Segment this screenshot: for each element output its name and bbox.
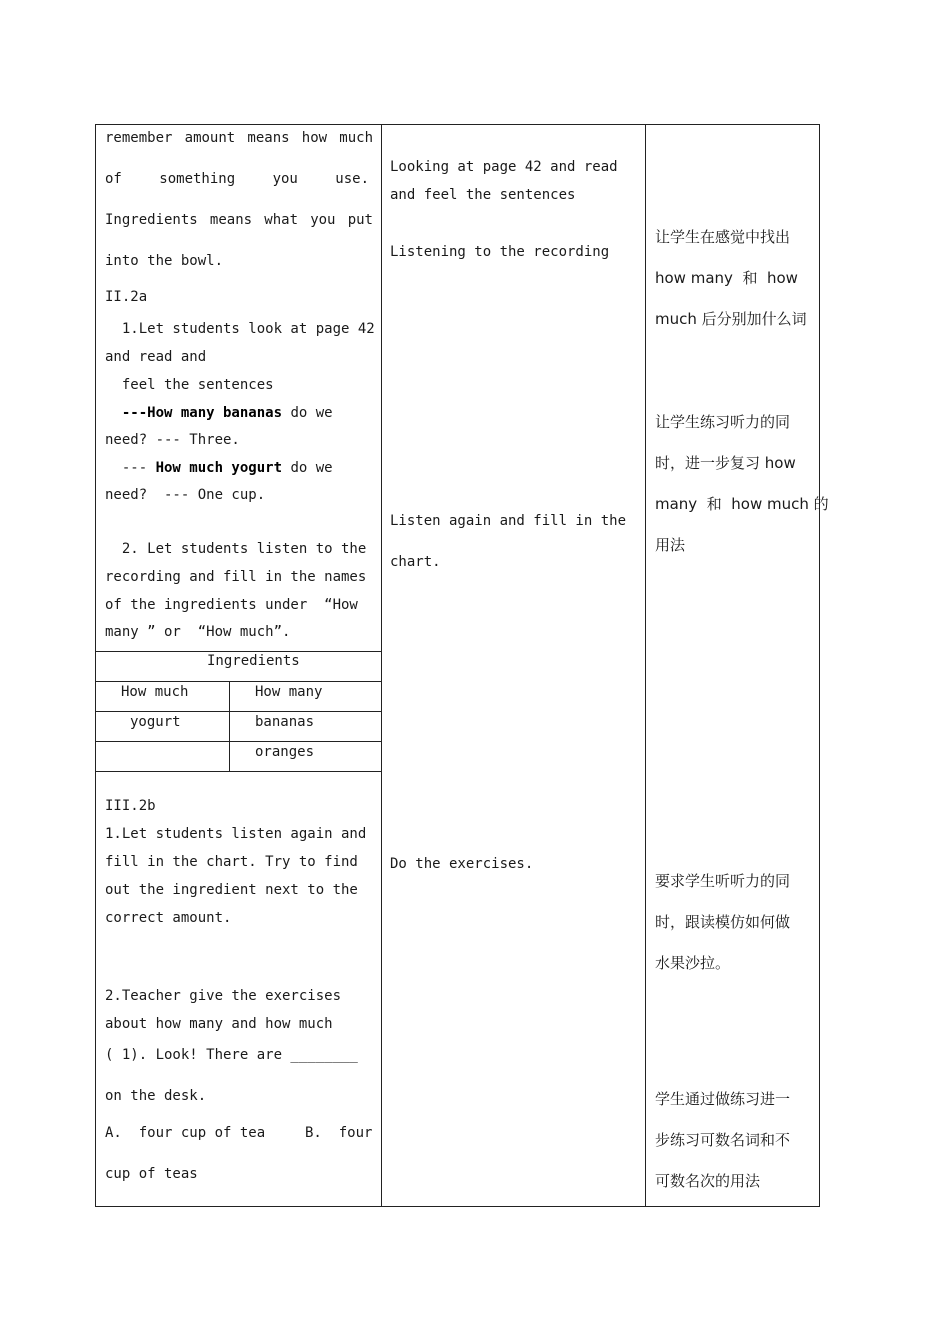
intent-text: 水果沙拉。	[655, 954, 731, 972]
intent-text: 让学生练习听力的同	[655, 413, 791, 431]
exercise-question: ( 1). Look! There are ________	[105, 1047, 358, 1063]
intent-text: 时，跟读模仿如何做	[655, 913, 791, 931]
activity-text: chart.	[390, 554, 441, 570]
example-keyword: How much yogurt	[155, 460, 283, 476]
step-text: feel the sentences	[105, 377, 274, 393]
intent-text: many 和 how much 的	[655, 495, 829, 513]
intent-text: 步练习可数名词和不	[655, 1131, 791, 1149]
step-text: correct amount.	[105, 910, 232, 926]
example-keyword: ---How many bananas	[121, 405, 283, 421]
activity-text: Do the exercises.	[390, 856, 534, 872]
example-question: --- How much yogurt do we	[105, 460, 333, 476]
paragraph-line: into the bowl.	[105, 253, 224, 269]
activity-text: Looking at page 42 and read	[390, 159, 618, 175]
step-text: 1.Let students look at page 42	[105, 321, 375, 337]
table-cell: bananas	[255, 714, 315, 730]
step-text: 1.Let students listen again and	[105, 826, 367, 842]
step-text: about how many and how much	[105, 1016, 333, 1032]
step-text: of the ingredients under “How	[105, 597, 358, 613]
intent-text: 让学生在感觉中找出	[655, 228, 791, 246]
exercise-option: cup of teas	[105, 1166, 198, 1182]
step-text: fill in the chart. Try to find	[105, 854, 358, 870]
activity-text: and feel the sentences	[390, 187, 576, 203]
intent-text: 可数名次的用法	[655, 1172, 761, 1190]
intent-text: 时，进一步复习 how	[655, 454, 796, 472]
exercise-question: on the desk.	[105, 1088, 207, 1104]
paragraph-line: remember amount means how much	[105, 130, 373, 146]
example-question: ---How many bananas do we	[121, 405, 333, 421]
activity-text: Listen again and fill in the	[390, 513, 627, 529]
paragraph-line: of something you use.	[105, 171, 369, 187]
step-text: recording and fill in the names	[105, 569, 367, 585]
step-text: 2.Teacher give the exercises	[105, 988, 342, 1004]
step-text: 2. Let students listen to the	[105, 541, 367, 557]
table-rule	[96, 741, 381, 742]
exercise-option: B. four	[305, 1125, 373, 1141]
table-rule	[96, 771, 381, 772]
column-divider-1	[381, 124, 382, 1207]
table-rule	[96, 711, 381, 712]
intent-text: how many 和 how	[655, 269, 798, 287]
example-answer: need? --- Three.	[105, 432, 240, 448]
step-text: out the ingredient next to the	[105, 882, 358, 898]
intent-text: 学生通过做练习进一	[655, 1090, 791, 1108]
exercise-option: A. four cup of tea	[105, 1125, 266, 1141]
example-answer: need? --- One cup.	[105, 487, 266, 503]
table-title: Ingredients	[207, 653, 300, 669]
column-divider-2	[645, 124, 646, 1207]
activity-text: Listening to the recording	[390, 244, 610, 260]
intent-text: much 后分别加什么词	[655, 310, 807, 328]
step-text: many ” or “How much”.	[105, 624, 291, 640]
table-rule	[229, 681, 230, 772]
table-cell: yogurt	[130, 714, 181, 730]
table-cell: oranges	[255, 744, 315, 760]
paragraph-line: Ingredients means what you put	[105, 212, 373, 228]
table-header: How many	[255, 684, 323, 700]
table-header: How much	[121, 684, 189, 700]
table-rule	[96, 681, 381, 682]
section-heading: III.2b	[105, 798, 156, 814]
intent-text: 要求学生听听力的同	[655, 872, 791, 890]
step-text: and read and	[105, 349, 207, 365]
section-heading: II.2a	[105, 289, 148, 305]
intent-text: 用法	[655, 536, 686, 554]
